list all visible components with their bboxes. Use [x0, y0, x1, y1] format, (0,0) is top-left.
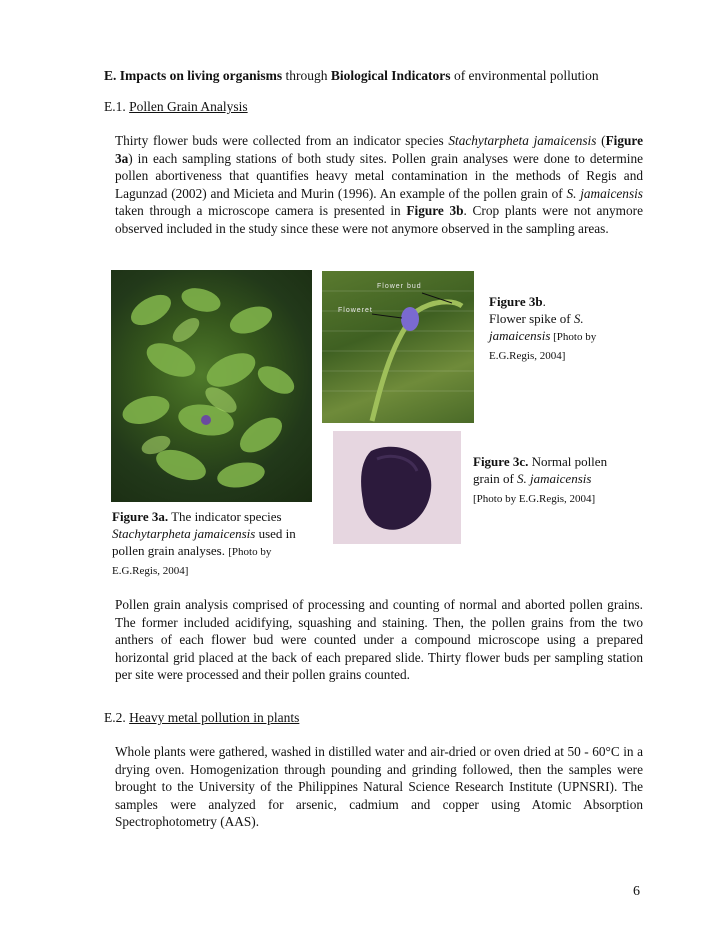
heading-tail: of environmental pollution — [450, 68, 599, 83]
e1-title: Pollen Grain Analysis — [129, 99, 248, 114]
e2-number: E.2. — [104, 710, 130, 725]
flower-spike-illustration — [322, 271, 474, 423]
figure-3c-caption — [473, 453, 623, 508]
e1-paragraph-1 — [115, 132, 643, 238]
p1-species: Stachytarpheta jamaicensis — [448, 133, 597, 148]
figure-3a-caption — [112, 508, 312, 580]
figure-3a-credit: [Photo by E.G.Regis, 2004] — [112, 546, 272, 577]
e2-title: Heavy metal pollution in plants — [129, 710, 300, 725]
p1-fig3b-ref: Figure 3b — [406, 203, 464, 219]
figure-3a-species: Stachytarpheta jamaicensis — [112, 526, 256, 541]
p1-text-a: Thirty flower buds were collected from an indicator species — [115, 133, 449, 148]
flower-bud-annotation: Flower bud — [377, 283, 422, 290]
e1-paragraph-2: Pollen grain analysis comprised of processing and counting of normal and aborted pollen grains. The former included acidifying, squashing and staining. Then, the pollen grains from the two anthers of each flower bud were counted under a compound microscope using a prepared horizontal grid placed at the back of each prepared slide. Thirty flower buds per sampling station per site were processed and their pollen grains counted. — [115, 597, 643, 683]
figure-3b-photo — [322, 271, 474, 423]
e1-subheading — [104, 99, 248, 115]
figure-3b-caption: Figure 3b. Flower spike of S. jamaicensis [Photo by E.G.Regis, 2004] — [489, 294, 597, 362]
figure-3c-credit: [Photo by E.G.Regis, 2004] — [473, 493, 596, 505]
p1-text-c: ) in each sampling stations of both study sites. Pollen grain analyses were done to determine pollen abortiveness that quantifies heavy metal contamination in the methods of Regis and Lagunzad (2002) and Micieta and Murin (1996). An example of the pollen grain of — [115, 150, 643, 201]
figure-3c-photo — [333, 431, 461, 544]
page-number: 6 — [633, 884, 640, 899]
e1-number: E.1. — [104, 99, 130, 114]
figure-3a-text: The indicator species — [168, 509, 282, 524]
section-heading — [104, 68, 599, 84]
figure-3a-photo — [111, 270, 312, 502]
figure-3c-label: Figure 3c. — [473, 454, 529, 469]
heading-prefix: E. — [104, 68, 120, 83]
p1-text-e: . Crop plants were not anymore observed included in the study since these were not anymore observed in the sampling areas. — [115, 203, 644, 236]
figure-3b-credit: [Photo by E.G.Regis, 2004] — [489, 331, 597, 362]
figure-3c-text: Normal pollen grain of — [473, 454, 608, 486]
p1-fig3a-ref: Figure 3a — [115, 133, 643, 166]
p1-species-2: S. jamaicensis — [566, 185, 643, 201]
pollen-grain-illustration — [333, 431, 461, 544]
heading-bold-1: Impacts on living organisms — [119, 68, 283, 83]
floweret-annotation: Floweret — [338, 307, 373, 314]
p1-text-b: ( — [596, 133, 606, 148]
plant-illustration — [111, 270, 312, 502]
e2-subheading — [104, 710, 299, 726]
e2-paragraph-1: Whole plants were gathered, washed in distilled water and air-dried or oven dried at 50 - 60°C in a drying oven. Homogenization through pounding and grinding followed, then the samples were brought to the University of the Philippines Natural Science Research Institute (UPNSRI). The samples were analyzed for arsenic, cadmium and copper using Atomic Absorption Spectrophotometry (AAS). — [115, 744, 643, 830]
heading-bold-2: Biological Indicators — [330, 68, 451, 83]
figure-3b-label: Figure 3b — [489, 294, 543, 309]
figure-3b-text: Flower spike of — [489, 311, 574, 326]
figure-3a-text-2: used in pollen grain analyses. — [112, 526, 296, 558]
figure-3a-label: Figure 3a. — [112, 509, 169, 524]
p1-text-d: taken through a microscope camera is presented in — [115, 203, 407, 219]
figure-3c-species: S. jamaicensis — [517, 471, 592, 486]
heading-mid: through — [282, 68, 331, 83]
figure-3b-species: S. jamaicensis — [489, 311, 584, 343]
